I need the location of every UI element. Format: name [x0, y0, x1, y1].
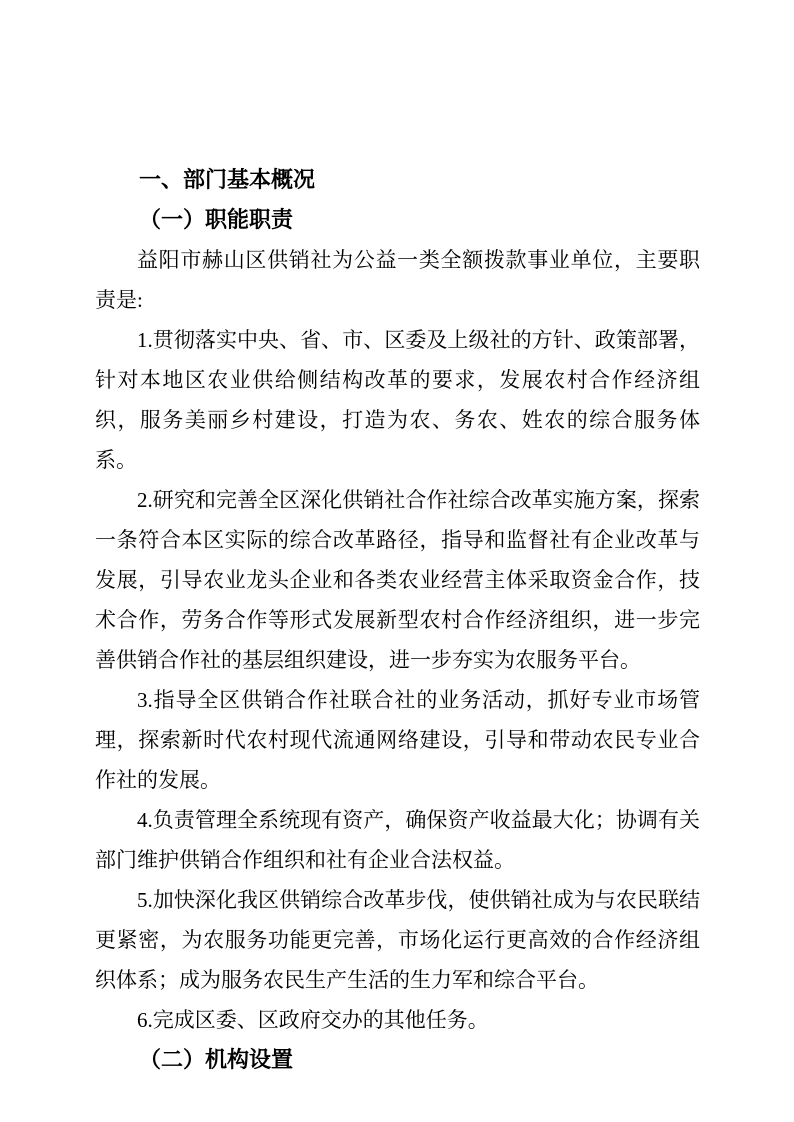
- section-heading-1: 一、部门基本概况: [139, 167, 316, 192]
- subsection-heading-1-1: （一）职能职责: [139, 207, 294, 232]
- paragraph-duty-5: 5.加快深化我区供销综合改革步伐，使供销社成为与农民联结更紧密，为农服务功能更完善，市场化运行更高效的合作经济组织体系；成为服务农民生产生活的生力军和综合平台。: [95, 888, 700, 992]
- paragraph-duty-2: 2.研究和完善全区深化供销社合作社综合改革实施方案，探索一条符合本区实际的综合改革路径，指导和监督社有企业改革与发展，引导农业龙头企业和各类农业经营主体采取资金合作，技术合作，劳务合作等形式发展新型农村合作经济组织，进一步完善供销合作社的基层组织建设，进一步夯实为农服务平台。: [95, 488, 700, 672]
- paragraph-duty-3: 3.指导全区供销合作社联合社的业务活动，抓好专业市场管理，探索新时代农村现代流通网络建设，引导和带动农民专业合作社的发展。: [95, 688, 700, 792]
- paragraph-duty-6: 6.完成区委、区政府交办的其他任务。: [137, 1008, 489, 1032]
- subsection-heading-1-2: （二）机构设置: [139, 1047, 294, 1072]
- paragraph-duty-1: 1.贯彻落实中央、省、市、区委及上级社的方针、政策部署，针对本地区农业供给侧结构改革的要求，发展农村合作经济组织，服务美丽乡村建设，打造为农、务农、姓农的综合服务体系。: [95, 328, 700, 472]
- paragraph-duty-4: 4.负责管理全系统现有资产，确保资产收益最大化；协调有关部门维护供销合作组织和社有企业合法权益。: [95, 808, 700, 872]
- paragraph-intro: 益阳市赫山区供销社为公益一类全额拨款事业单位，主要职责是:: [95, 248, 700, 312]
